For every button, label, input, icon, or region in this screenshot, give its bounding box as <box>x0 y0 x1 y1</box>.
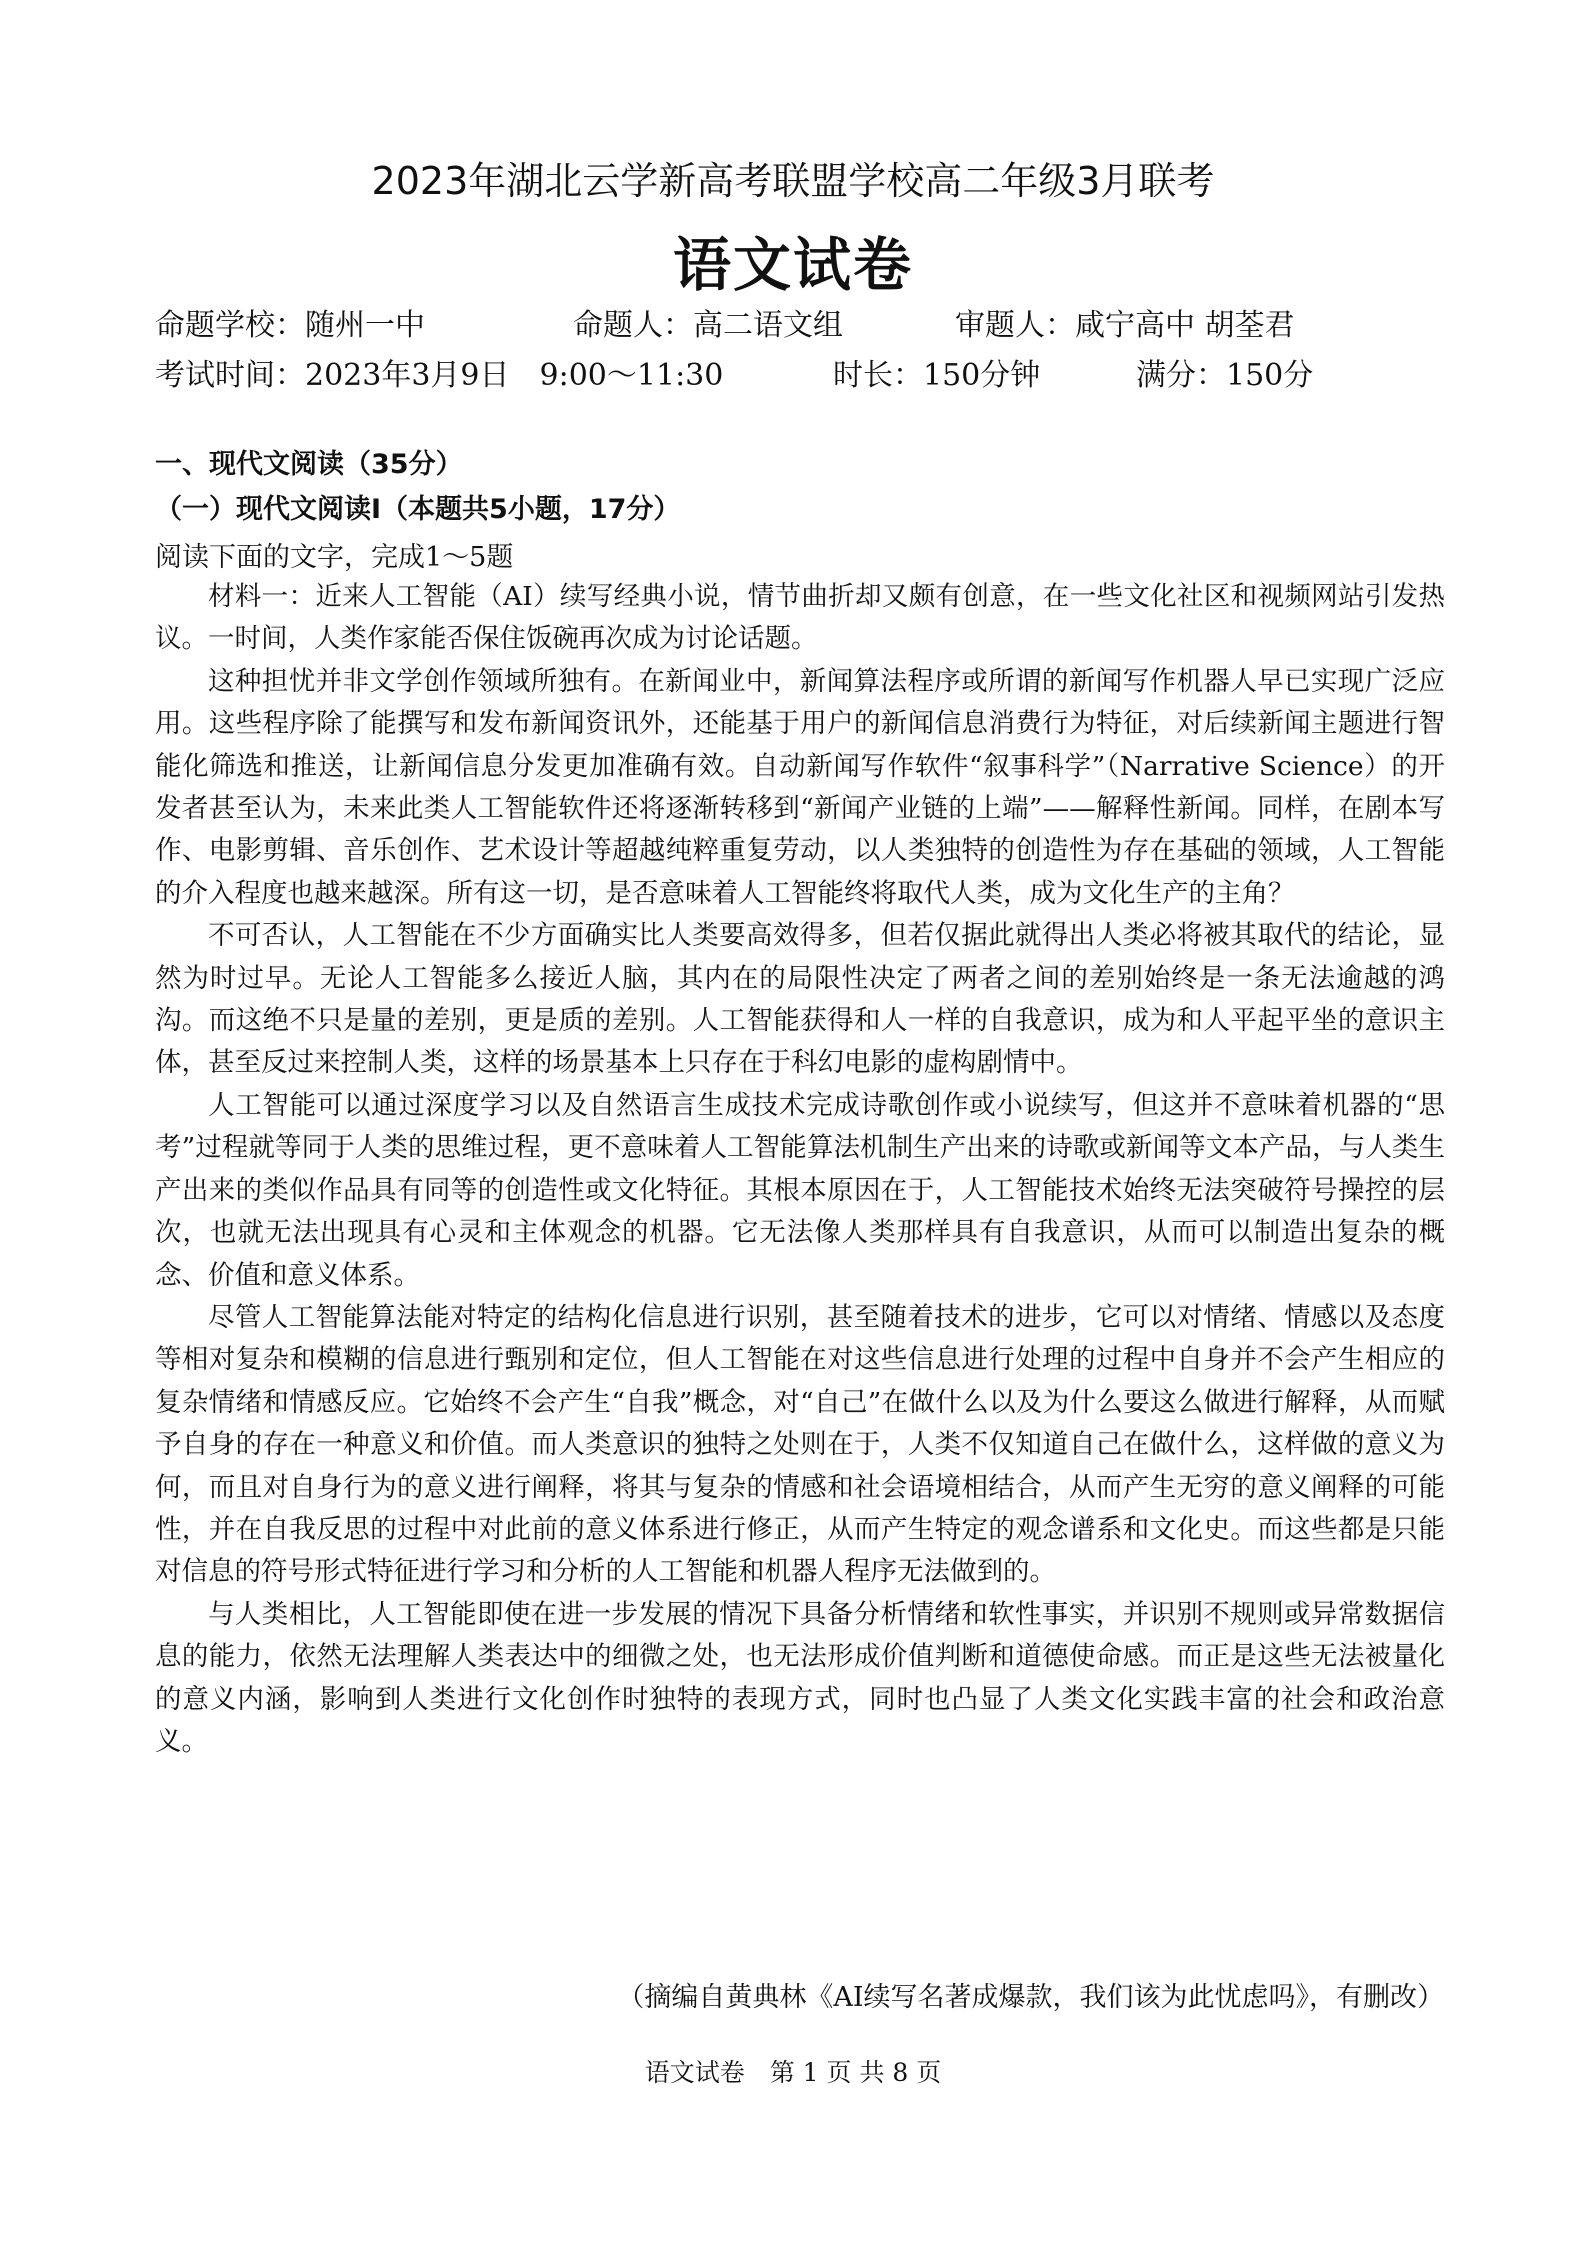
reading-instruction: 阅读下面的文字，完成1～5题 <box>155 542 514 573</box>
section-subheading: （一）现代文阅读Ⅰ（本题共5小题，17分） <box>155 494 681 525</box>
exam-subject-title: 语文试卷 <box>672 231 913 299</box>
paragraph: 人工智能可以通过深度学习以及自然语言生成技术完成诗歌创作或小说续写，但这并不意味着机器的“思考”过程就等同于人类的思维过程，更不意味着人工智能算法机制生产出来的诗歌或新闻等文本产品，与人类生产出来的类似作品具有同等的创造性或文化特征。其根本原因在于，人工智能技术始终无法突破符号操控的层次，也就无法出现具有心灵和主体观念的机器。它无法像人类那样具有自我意识，从而可以制造出复杂的概念、价值和意义体系。 <box>155 1089 1446 1291</box>
meta-school: 命题学校：随州一中 <box>155 308 425 343</box>
paragraph: 与人类相比，人工智能即使在进一步发展的情况下具备分析情绪和软性事实，并识别不规则或异常数据信息的能力，依然无法理解人类表达中的细微之处，也无法形成价值判断和道德使命感。而正是这些无法被量化的意义内涵，影响到人类进行文化创作时独特的表现方式，同时也凸显了人类文化实践丰富的社会和政治意义。 <box>155 1598 1445 1757</box>
paragraph: 不可否认，人工智能在不少方面确实比人类要高效得多，但若仅据此就得出人类必将被其取代的结论，显然为时过早。无论人工智能多么接近人脑，其内在的局限性决定了两者之间的差别始终是一条无法逾越的鸿沟。而这绝不只是量的差别，更是质的差别。人工智能获得和人一样的自我意识，成为和人平起平坐的意识主体，甚至反过来控制人类，这样的场景基本上只存在于科幻电影的虚构剧情中。 <box>155 920 1445 1079</box>
meta-author: 命题人：高二语文组 <box>573 308 843 343</box>
meta-reviewer: 审题人：咸宁高中 胡荃君 <box>955 308 1295 343</box>
paragraph: 这种担忧并非文学创作领域所独有。在新闻业中，新闻算法程序或所谓的新闻写作机器人早已实现广泛应用。这些程序除了能撰写和发布新闻资讯外，还能基于用户的新闻信息消费行为特征，对后续新闻主题进行智能化筛选和推送，让新闻信息分发更加准确有效。自动新闻写作软件“叙事科学”（Narrative Science）的开发者甚至认为，未来此类人工智能软件还将逐渐转移到“新闻产业链的上端”——解释性新闻。同样，在剧本写作、电影剪辑、音乐创作、艺术设计等超越纯粹重复劳动，以人类独特的创造性为存在基础的领域，人工智能的介入程度也越来越深。所有这一切，是否意味着人工智能终将取代人类，成为文化生产的主角？ <box>155 665 1445 909</box>
page-footer: 语文试卷 第 1 页 共 8 页 <box>644 2058 942 2087</box>
meta-score: 满分：150分 <box>1136 358 1314 393</box>
meta-duration: 时长：150分钟 <box>833 358 1041 393</box>
exam-title: 2023年湖北云学新高考联盟学校高二年级3月联考 <box>371 159 1215 203</box>
paragraph: 材料一：近来人工智能（AI）续写经典小说，情节曲折却又颇有创意，在一些文化社区和视频网站引发热议。一时间，人类作家能否保住饭碗再次成为讨论话题。 <box>155 581 1445 655</box>
reading-passage <box>155 576 1445 1763</box>
paragraph: 尽管人工智能算法能对特定的结构化信息进行识别，甚至随着技术的进步，它可以对情绪、情感以及态度等相对复杂和模糊的信息进行甄别和定位，但人工智能在对这些信息进行处理的过程中自身并不会产生相应的复杂情绪和情感反应。它始终不会产生“自我”概念，对“自己”在做什么以及为什么要这么做进行解释，从而赋予自身的存在一种意义和价值。而人类意识的独特之处则在于，人类不仅知道自己在做什么，这样做的意义为何，而且对自身行为的意义进行阐释，将其与复杂的情感和社会语境相结合，从而产生无穷的意义阐释的可能性，并在自我反思的过程中对此前的意义体系进行修正，从而产生特定的观念谱系和文化史。而这些都是只能对信息的符号形式特征进行学习和分析的人工智能和机器人程序无法做到的。 <box>155 1301 1445 1588</box>
section-heading: 一、现代文阅读（35分） <box>155 449 463 480</box>
meta-time: 考试时间：2023年3月9日 9:00～11:30 <box>155 358 724 393</box>
passage-source: （摘编自黄典林《AI续写名著成爆款，我们该为此忧虑吗》，有删改） <box>617 1982 1444 2013</box>
